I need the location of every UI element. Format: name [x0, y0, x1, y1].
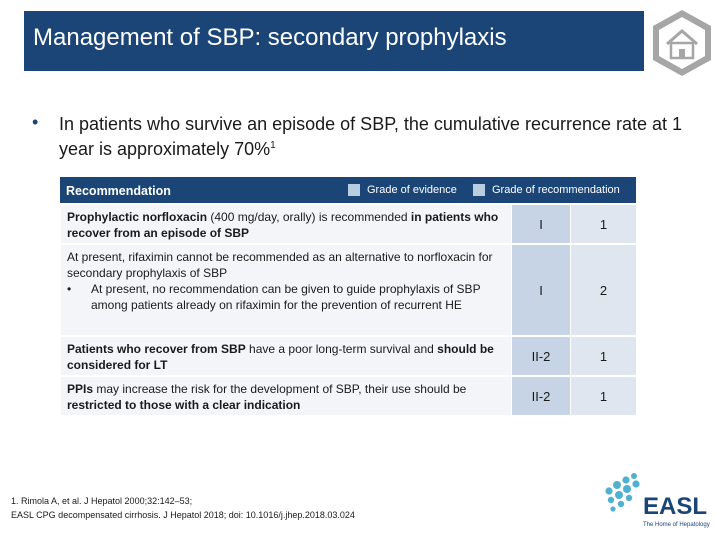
- rec-text-bold: Patients who recover from SBP: [67, 342, 246, 356]
- rec-sub-text: At present, no recommendation can be given to guide prophylaxis of SBP among patients already on rifaximin for the prevention of recurrent HE: [91, 282, 481, 312]
- slide-title: Management of SBP: secondary prophylaxis: [33, 24, 507, 51]
- header-recommendation: Recommendation: [66, 184, 171, 198]
- rec-text-bold: should be considered for LT: [67, 342, 494, 372]
- recommendation-cell: [61, 337, 511, 375]
- rec-text-bold: restricted to those with a clear indication: [67, 398, 301, 412]
- table-row: [61, 205, 636, 243]
- intro-text: [59, 112, 699, 162]
- grade-of-recommendation-cell: 2: [571, 245, 636, 335]
- legend-recommendation-swatch: [473, 184, 485, 196]
- grade-of-recommendation-cell: 1: [571, 377, 636, 415]
- rec-text: may increase the risk for the development of SBP, their use should be: [93, 382, 467, 396]
- grade-of-evidence-cell: I: [512, 245, 570, 335]
- table-row: [61, 337, 636, 375]
- legend-evidence-label: Grade of evidence: [367, 184, 457, 196]
- slide-header: [0, 0, 720, 82]
- reference-2: EASL CPG decompensated cirrhosis. J Hepatol 2018; doi: 10.1016/j.jhep.2018.03.024: [11, 510, 355, 520]
- legend-recommendation-label: Grade of recommendation: [492, 184, 620, 196]
- table-row: [61, 377, 636, 415]
- rec-text-bold: PPIs: [67, 382, 94, 396]
- rec-intro: At present, rifaximin cannot be recommended as an alternative to norfloxacin for secondary prophylaxis of SBP: [67, 250, 493, 280]
- references: [11, 494, 355, 522]
- rec-text: (400 mg/day, orally) is recommended: [207, 210, 411, 224]
- recommendation-cell: [61, 205, 511, 243]
- grade-of-recommendation-cell: 1: [571, 337, 636, 375]
- intro-bullet: •: [32, 112, 39, 132]
- recommendation-cell: [61, 377, 511, 415]
- rec-text-bold: in patients who recover from an episode of SBP: [67, 210, 499, 240]
- reference-1: 1. Rimola A, et al. J Hepatol 2000;32:142–53;: [11, 496, 193, 506]
- easl-logo: [600, 470, 712, 530]
- svg-text:The Home of Hepatology: The Home of Hepatology: [643, 522, 710, 528]
- intro-reference-mark: 1: [270, 140, 276, 151]
- sub-bullet: •: [67, 282, 72, 296]
- grade-of-recommendation-cell: 1: [571, 205, 636, 243]
- grade-of-evidence-cell: II-2: [512, 337, 570, 375]
- table-row: [61, 245, 636, 335]
- rec-text-bold: Prophylactic norfloxacin: [67, 210, 208, 224]
- legend-evidence-swatch: [348, 184, 360, 196]
- recommendation-cell: [61, 245, 511, 335]
- rec-text: have a poor long-term survival and: [245, 342, 438, 356]
- home-icon[interactable]: [650, 8, 714, 78]
- intro-sentence: In patients who survive an episode of SBP, the cumulative recurrence rate at 1 year is approximately 70%: [59, 114, 683, 159]
- grade-of-evidence-cell: II-2: [512, 377, 570, 415]
- svg-text:EASL: EASL: [643, 493, 708, 520]
- rec-sub-item: [67, 281, 505, 313]
- grade-of-evidence-cell: I: [512, 205, 570, 243]
